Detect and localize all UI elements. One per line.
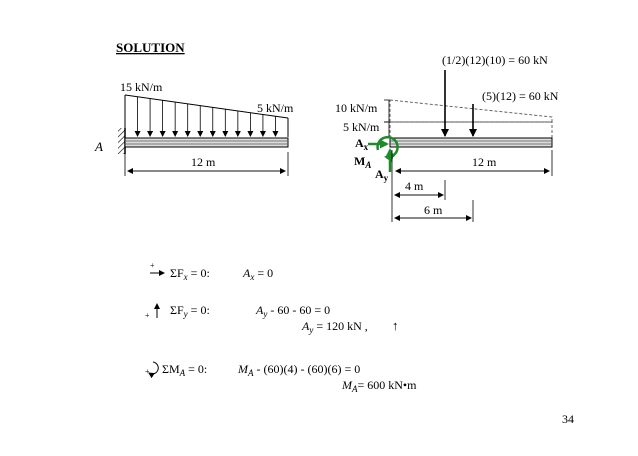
svg-text:MA - (60)(4) - (60)(6) = 0: $M_A - (60)(4) - (60)(6) = 0$ bbox=[238, 362, 361, 378]
svg-text:ΣFx = 0:: $\Sigma F_x = 0$: bbox=[170, 266, 210, 282]
ccw-moment-icon bbox=[149, 362, 158, 374]
rectangular-load-outline bbox=[390, 122, 552, 138]
left-span-label: 12 m bbox=[191, 155, 216, 169]
triangular-load-outline bbox=[390, 100, 552, 122]
support-label-a: A bbox=[95, 139, 103, 154]
svg-text:Ay = 120 kN ,: $A_y = 120$ kN , bbox=[302, 319, 368, 335]
intensity-top-label: 10 kN/m bbox=[335, 101, 378, 115]
triangle-resultant-label: (1/2)(12)(10) = 60 kN bbox=[442, 53, 548, 67]
equation-sum-fx bbox=[150, 261, 273, 282]
svg-text:Ax = 0: $A_x = 0$ bbox=[243, 266, 274, 282]
page-number: 34 bbox=[562, 412, 574, 426]
dim-6m-label: 6 m bbox=[424, 203, 443, 217]
rectangle-resultant-label: (5)(12) = 60 kN bbox=[482, 89, 559, 103]
left-beam bbox=[125, 138, 288, 147]
svg-text:ΣFy = 0:: $\Sigma F_y = 0$: bbox=[170, 303, 210, 319]
equation-sum-fy bbox=[145, 303, 399, 335]
right-beam bbox=[390, 138, 552, 147]
svg-text:+: + bbox=[145, 311, 150, 320]
fixed-wall-support bbox=[118, 128, 125, 154]
ay-label: $A_y$ bbox=[375, 167, 389, 183]
right-span-label: 12 m bbox=[472, 155, 497, 169]
left-beam-diagram bbox=[94, 80, 294, 176]
equation-sum-ma bbox=[145, 362, 417, 394]
left-load-max: 15 kN/m bbox=[120, 80, 163, 94]
solution-heading: SOLUTION bbox=[116, 40, 185, 55]
left-load-min: 5 kN/m bbox=[257, 101, 294, 115]
svg-text:MA= 600 kN•m: $M_A= 600$ kN•m bbox=[342, 378, 417, 394]
intensity-bottom-label: 5 kN/m bbox=[343, 120, 380, 134]
ax-label: $A_x$ bbox=[355, 136, 369, 152]
ma-label: $M_A$ bbox=[354, 154, 372, 170]
svg-text:+: + bbox=[150, 261, 155, 270]
svg-text:+: + bbox=[145, 367, 150, 376]
svg-text:Ay - 60 - 60 = 0: $A_y - 60 - 60 = 0$ bbox=[256, 303, 331, 319]
distributed-load-arrows bbox=[138, 97, 276, 136]
right-beam-diagram bbox=[335, 53, 559, 222]
svg-text:ΣMA = 0:: $\Sigma M_A = 0$: bbox=[162, 362, 208, 378]
dim-4m-label: 4 m bbox=[405, 179, 424, 193]
result-up-arrow: ↑ bbox=[392, 318, 399, 333]
